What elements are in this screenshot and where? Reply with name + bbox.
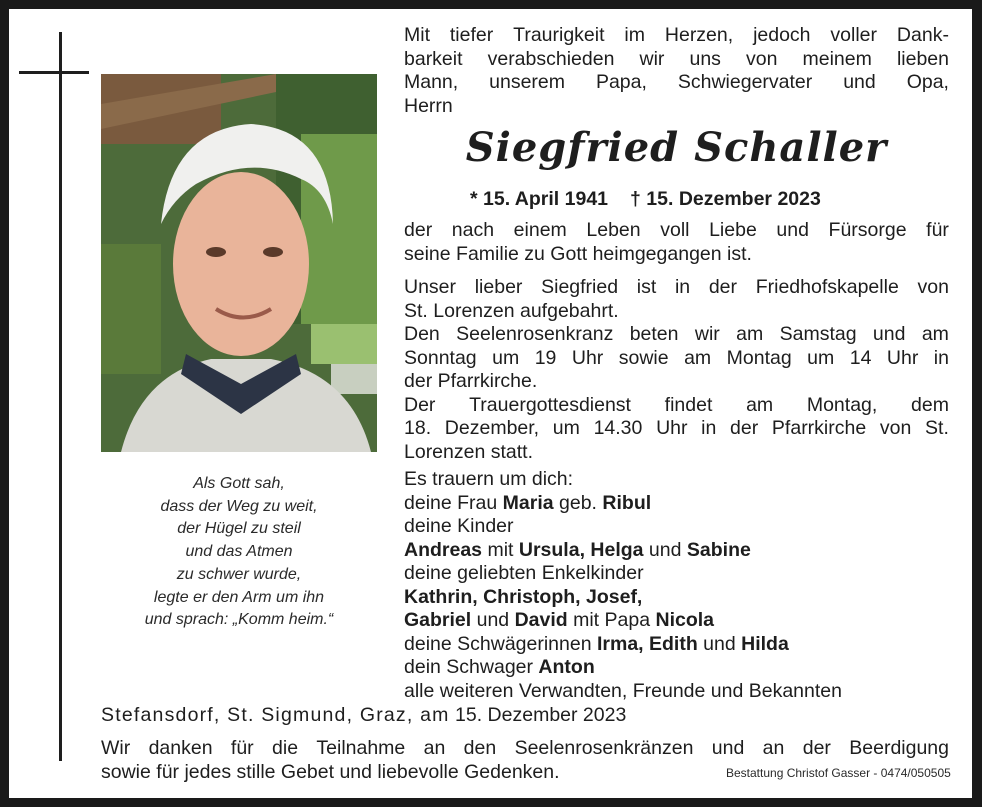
word: Unser <box>404 276 457 298</box>
word: Der <box>404 393 436 416</box>
word: findet <box>664 393 713 416</box>
place: Stefansdorf, St. Sigmund, Graz, am <box>101 704 450 726</box>
word: voll <box>660 219 690 241</box>
word: Uhr <box>886 346 919 369</box>
word: am <box>684 346 712 369</box>
poem-line: und sprach: „Komm heim.“ <box>144 611 334 629</box>
word: uns <box>689 47 721 70</box>
word: der <box>404 219 433 241</box>
word: tiefer <box>449 24 494 46</box>
life-dates <box>470 188 821 211</box>
word: die <box>272 737 299 759</box>
word: Herzen, <box>664 24 734 46</box>
mourners-list <box>404 468 949 703</box>
poem-line: Als Gott sah, <box>193 475 285 492</box>
birth-date: * 15. April 1941 <box>470 188 609 210</box>
cross-icon-bar <box>19 71 89 74</box>
word: in <box>933 346 949 369</box>
word: und <box>843 71 876 93</box>
service-line: der Pfarrkirche. <box>404 370 538 392</box>
justified-line <box>404 71 949 95</box>
word: verabschieden <box>487 47 615 70</box>
word: Pfarrkirche <box>771 417 867 439</box>
word: Sonntag <box>404 346 477 369</box>
word: der <box>708 276 738 298</box>
word: meinem <box>802 47 872 70</box>
mourner-sisters-in-law: deine Schwägerinnen Irma, Edith und Hilda <box>404 632 789 655</box>
word: Leben <box>586 219 641 241</box>
portrait-photo <box>101 74 377 452</box>
mourner-children: Andreas mit Ursula, Helga und Sabine <box>404 538 751 561</box>
passing-last-line: seine Familie zu Gott heimgegangen ist. <box>404 242 752 265</box>
mourner-children-label: deine Kinder <box>404 515 514 537</box>
word: Teilnahme <box>316 737 406 759</box>
word: und <box>776 219 809 241</box>
word: der <box>730 417 759 439</box>
word: barkeit <box>404 47 463 70</box>
word: Liebe <box>709 219 757 241</box>
word: für <box>230 737 254 759</box>
word: und <box>872 323 906 345</box>
mourner-others: alle weiteren Verwandten, Freunde und Bekannten <box>404 679 842 702</box>
passing-text <box>404 219 949 266</box>
word: Montag <box>726 346 792 369</box>
word: Schwiegervater <box>677 71 813 93</box>
word: wir <box>694 323 720 345</box>
justified-line <box>101 737 949 761</box>
justified-line <box>404 394 949 418</box>
word: Seelenrosenkränzen <box>514 737 694 759</box>
word: nach <box>451 219 495 241</box>
word: jedoch <box>753 24 811 46</box>
deceased-name: Siegfried Schaller <box>465 124 888 171</box>
word: an <box>423 737 446 759</box>
word: Friedhofskapelle <box>755 276 899 298</box>
word: am <box>736 323 764 345</box>
word: und <box>711 737 745 759</box>
word: am <box>746 393 774 416</box>
poem-line: zu schwer wurde, <box>176 565 302 583</box>
word: Opa, <box>906 71 949 93</box>
undertaker-info: Bestattung Christof Gasser - 0474/050505 <box>726 766 951 780</box>
word: Papa, <box>595 71 647 93</box>
word: 14 <box>849 346 872 369</box>
word: ist <box>636 276 657 298</box>
word: um <box>807 346 835 369</box>
word: Uhr <box>656 417 688 439</box>
word: 19 <box>534 346 557 369</box>
justified-line <box>404 24 949 48</box>
word: sowie <box>618 346 669 369</box>
word: in <box>701 417 717 439</box>
word: von <box>879 417 912 439</box>
word: beten <box>629 323 679 345</box>
word: St. <box>925 417 949 439</box>
poem <box>101 473 377 632</box>
word: einem <box>513 219 567 241</box>
word: Siegfried <box>541 276 619 298</box>
service-line: St. Lorenzen aufgebahrt. <box>404 299 619 322</box>
word: Fürsorge <box>828 219 907 241</box>
place-and-date <box>101 704 626 727</box>
word: Dank- <box>896 24 949 46</box>
word: Dezember, <box>444 417 540 439</box>
word: der <box>802 737 831 759</box>
word: Den <box>404 323 440 345</box>
word: voller <box>830 24 878 46</box>
word: an <box>762 737 785 759</box>
word: Mit <box>404 24 430 46</box>
word: Uhr <box>571 346 604 369</box>
cross-icon <box>59 32 62 761</box>
word: 14.30 <box>593 417 643 439</box>
word: um <box>552 417 580 439</box>
service-details <box>404 276 949 464</box>
justified-line <box>404 347 949 371</box>
word: Wir <box>101 737 131 759</box>
poem-line: und das Atmen <box>185 543 293 561</box>
poem-line: dass der Weg zu weit, <box>160 497 318 515</box>
justified-line <box>404 219 949 243</box>
word: danken <box>148 737 213 759</box>
word: Traurigkeit <box>513 24 605 46</box>
date: 15. Dezember 2023 <box>449 704 627 726</box>
word: am <box>921 323 949 345</box>
justified-line <box>404 276 949 300</box>
justified-line <box>404 48 949 72</box>
word: dem <box>911 393 949 416</box>
word: um <box>492 346 520 369</box>
mourner-brother-in-law: dein Schwager Anton <box>404 656 595 678</box>
word: Trauergottesdienst <box>469 393 631 416</box>
word: von <box>746 47 778 70</box>
word: Beerdigung <box>849 737 949 759</box>
mourners-heading: Es trauern um dich: <box>404 468 574 490</box>
service-line: Lorenzen statt. <box>404 440 533 463</box>
word: Samstag <box>779 323 857 345</box>
mourner-grandchildren: Gabriel und David mit Papa Nicola <box>404 609 715 631</box>
word: Seelenrosenkranz <box>456 323 614 345</box>
word: unserem <box>489 71 566 93</box>
word: in <box>674 276 691 298</box>
justified-line <box>404 323 949 347</box>
justified-line <box>404 417 949 441</box>
poem-line: legte er den Arm um ihn <box>153 588 325 606</box>
portrait-illustration <box>101 74 377 452</box>
intro-last-line: Herrn <box>404 94 453 117</box>
thanks-line: sowie für jedes stille Gebet und liebevolle Gedenken. <box>101 760 560 783</box>
word: 18. <box>404 417 432 439</box>
mourner-grandchildren: Kathrin, Christoph, Josef, <box>404 585 643 608</box>
word: für <box>926 219 949 241</box>
word: von <box>917 276 949 298</box>
mourner-wife: deine Frau Maria geb. Ribul <box>404 491 652 514</box>
death-date: † 15. Dezember 2023 <box>630 188 821 210</box>
mourner-grandchildren-label: deine geliebten Enkelkinder <box>404 562 644 584</box>
word: den <box>463 737 497 759</box>
word: im <box>624 24 645 46</box>
word: wir <box>639 47 665 70</box>
word: Montag, <box>806 393 878 416</box>
poem-line: der Hügel zu steil <box>177 520 301 538</box>
word: Mann, <box>404 71 459 93</box>
word: lieber <box>474 276 523 298</box>
word: lieben <box>896 47 949 70</box>
intro-text <box>404 24 949 118</box>
